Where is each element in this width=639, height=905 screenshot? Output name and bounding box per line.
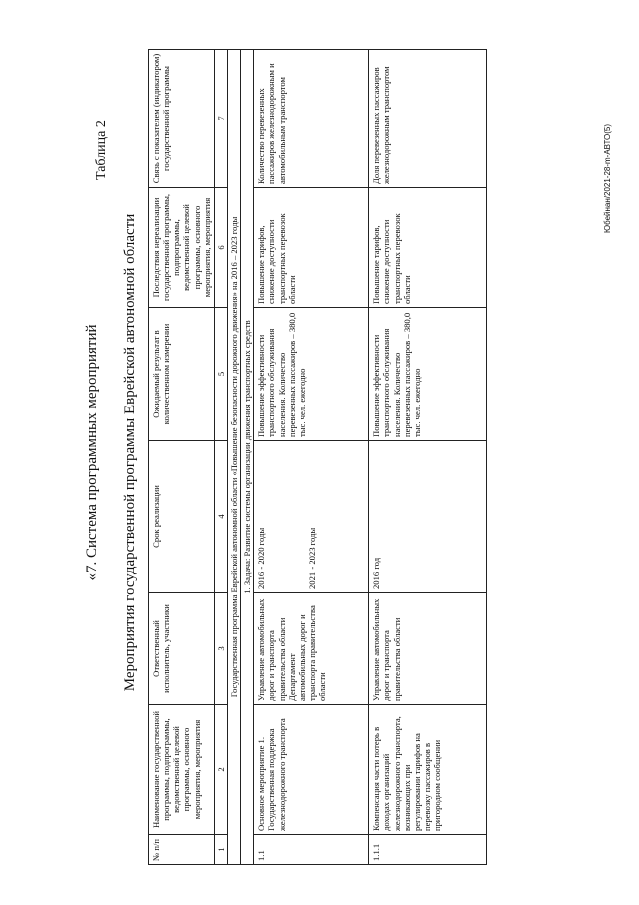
consequence: Повышение тарифов, снижение доступности транспортных перевозок области [254,188,369,308]
column-number: 7 [214,50,227,188]
table-row [369,50,487,865]
column-number: 2 [214,705,227,835]
measure-name: Основное мероприятие 1. Государственная поддержка железнодорожного транспорта [254,705,369,835]
column-number: 1 [214,835,227,865]
header-cell: Ожидаемый результат в количественном измерении [149,308,215,441]
table-label: Таблица 2 [94,120,109,180]
term: 2016 год [369,441,487,593]
indicator-link: Количество перевезенных пассажиров железнодорожным и автомобильным транспортом [254,50,369,188]
header-cell: Последствия нереализации государственной программы, подпрограммы, ведомственной целевой программы, основного мероприятия, мероприятия [149,188,215,308]
expected-result: Повышение эффективности транспортного обслуживания населения. Количество перевезенных пассажиров – 380,0 тыс. чел. ежегодно [254,308,369,441]
column-number: 5 [214,308,227,441]
row-number: 1.1.1 [369,835,487,865]
header-cell: Наименование государственной программы, подпрограммы, ведомственной целевой программы, основного мероприятия, мероприятия [149,705,215,835]
measure-name: Компенсация части потерь в доходах организаций железнодорожного транспорта, возникающих при регулировании тарифов на перевозку пассажиров в пригородном сообщении [369,705,487,835]
task-row [241,50,254,865]
consequence: Повышение тарифов, снижение доступности транспортных перевозок области [369,188,487,308]
executor: Управление автомобильных дорог и транспорта правительства области [369,593,487,705]
document-code: Юбейнан/2021-28-m-АВТО(5) [603,123,612,233]
section-heading: «7. Система программных мероприятий [84,324,100,581]
header-cell: Связь с показателем (индикатором) государственной программы [149,50,215,188]
row-number: 1.1 [254,835,369,865]
main-title: Мероприятия государственной программы Еврейской автономной области [122,213,138,692]
header-row [149,50,215,865]
column-number: 4 [214,441,227,593]
program-row [227,50,240,865]
column-number: 3 [214,593,227,705]
indicator-link: Доля перевезенных пассажиров железнодорожным транспортом [369,50,487,188]
expected-result: Повышение эффективности транспортного обслуживания населения. Количество перевезенных пассажиров – 380,0 тыс. чел. ежегодно [369,308,487,441]
column-number-row [214,50,227,865]
header-cell: № п/п [149,835,215,865]
header-cell: Срок реализации [149,441,215,593]
header-cell: Ответственный исполнитель, участники [149,593,215,705]
executor: Управление автомобильных дорог и транспорта правительства области Департамент автомобильных дорог и транспорта правительства области [254,593,369,705]
task-title: 1. Задача: Развитие системы организации движения транспортных средств [241,50,254,865]
table-row [254,50,369,865]
term: 2016 - 2020 годы 2021 - 2023 годы [254,441,369,593]
program-title: Государственная программа Еврейской автономной области «Повышение безопасности дорожного движения» на 2016 – 2023 годы [227,50,240,865]
measures-table [148,49,487,865]
column-number: 6 [214,188,227,308]
